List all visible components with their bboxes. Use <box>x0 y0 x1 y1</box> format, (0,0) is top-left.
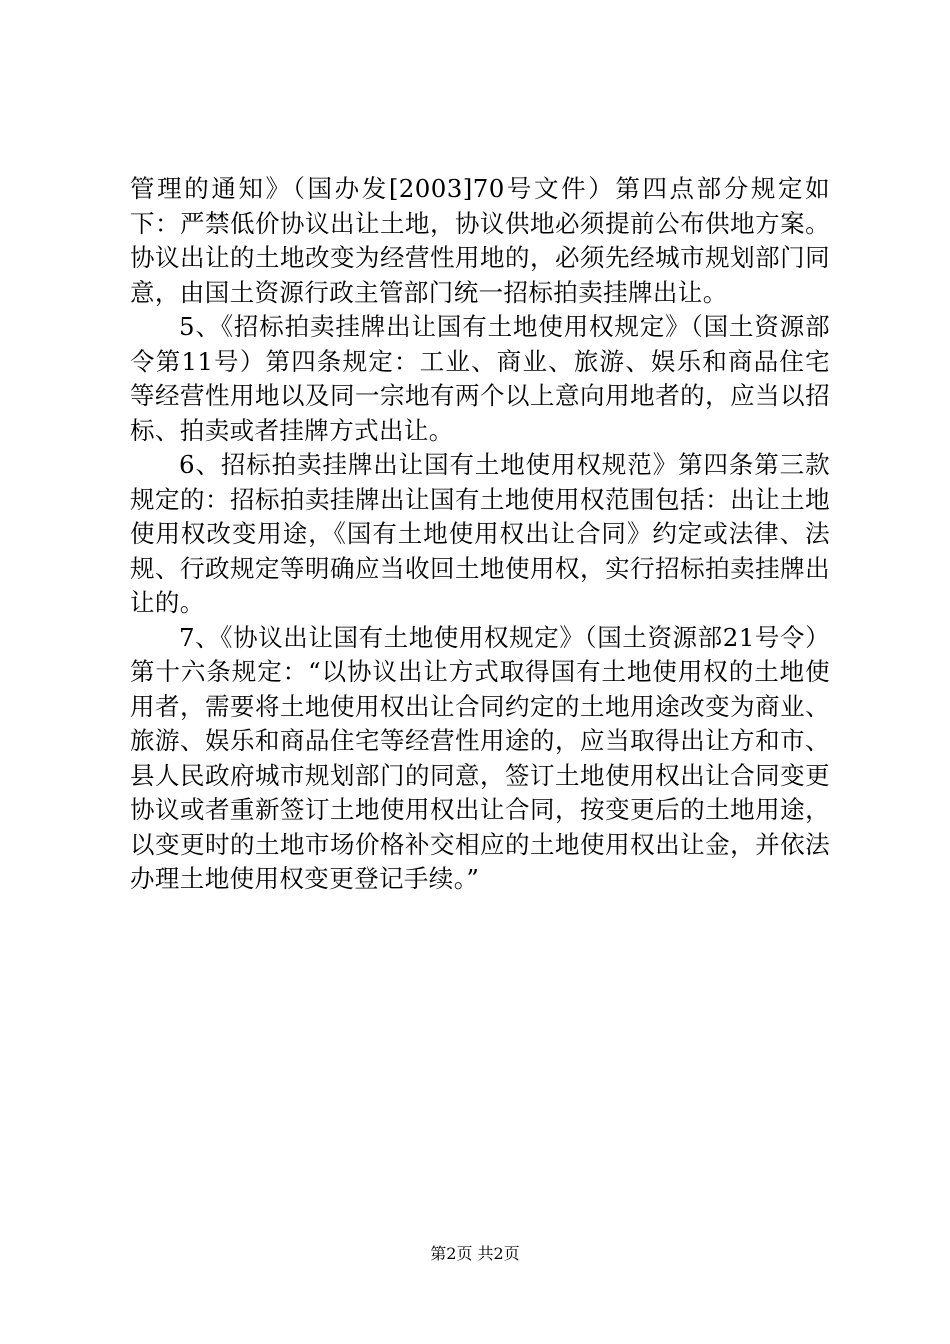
paragraph-item-5: 5、《招标拍卖挂牌出让国有土地使用权规定》（国土资源部令第11号）第四条规定：工业、商业、旅游、娱乐和商品住宅等经营性用地以及同一宗地有两个以上意向用地者的，应当以招标、拍卖或者挂牌方式出让。 <box>130 312 830 445</box>
paragraph-continued: 管理的通知》（国办发[2003]70号文件）第四点部分规定如下：严禁低价协议出让土地，协议供地必须提前公布供地方案。协议出让的土地改变为经营性用地的，必须先经城市规划部门同意，由国土资源行政主管部门统一招标拍卖挂牌出让。 <box>130 174 830 307</box>
document-body <box>130 172 830 897</box>
paragraph-item-7: 7、《协议出让国有土地使用权规定》（国土资源部21号令）第十六条规定：“以协议出让方式取得国有土地使用权的土地使用者，需要将土地使用权出让合同约定的土地用途改变为商业、旅游、娱乐和商品住宅等经营性用途的，应当取得出让方和市、县人民政府城市规划部门的同意，签订土地使用权出让合同变更协议或者重新签订土地使用权出让合同，按变更后的土地用途，以变更时的土地市场价格补交相应的土地使用权出让金，并依法办理土地使用权变更登记手续。” <box>130 622 830 893</box>
paragraph-item-6: 6、招标拍卖挂牌出让国有土地使用权规范》第四条第三款规定的：招标拍卖挂牌出让国有土地使用权范围包括：出让土地使用权改变用途，《国有土地使用权出让合同》约定或法律、法规、行政规定等明确应当收回土地使用权，实行招标拍卖挂牌出让的。 <box>130 450 830 617</box>
page-number-footer: 第2页 共2页 <box>430 1244 520 1263</box>
